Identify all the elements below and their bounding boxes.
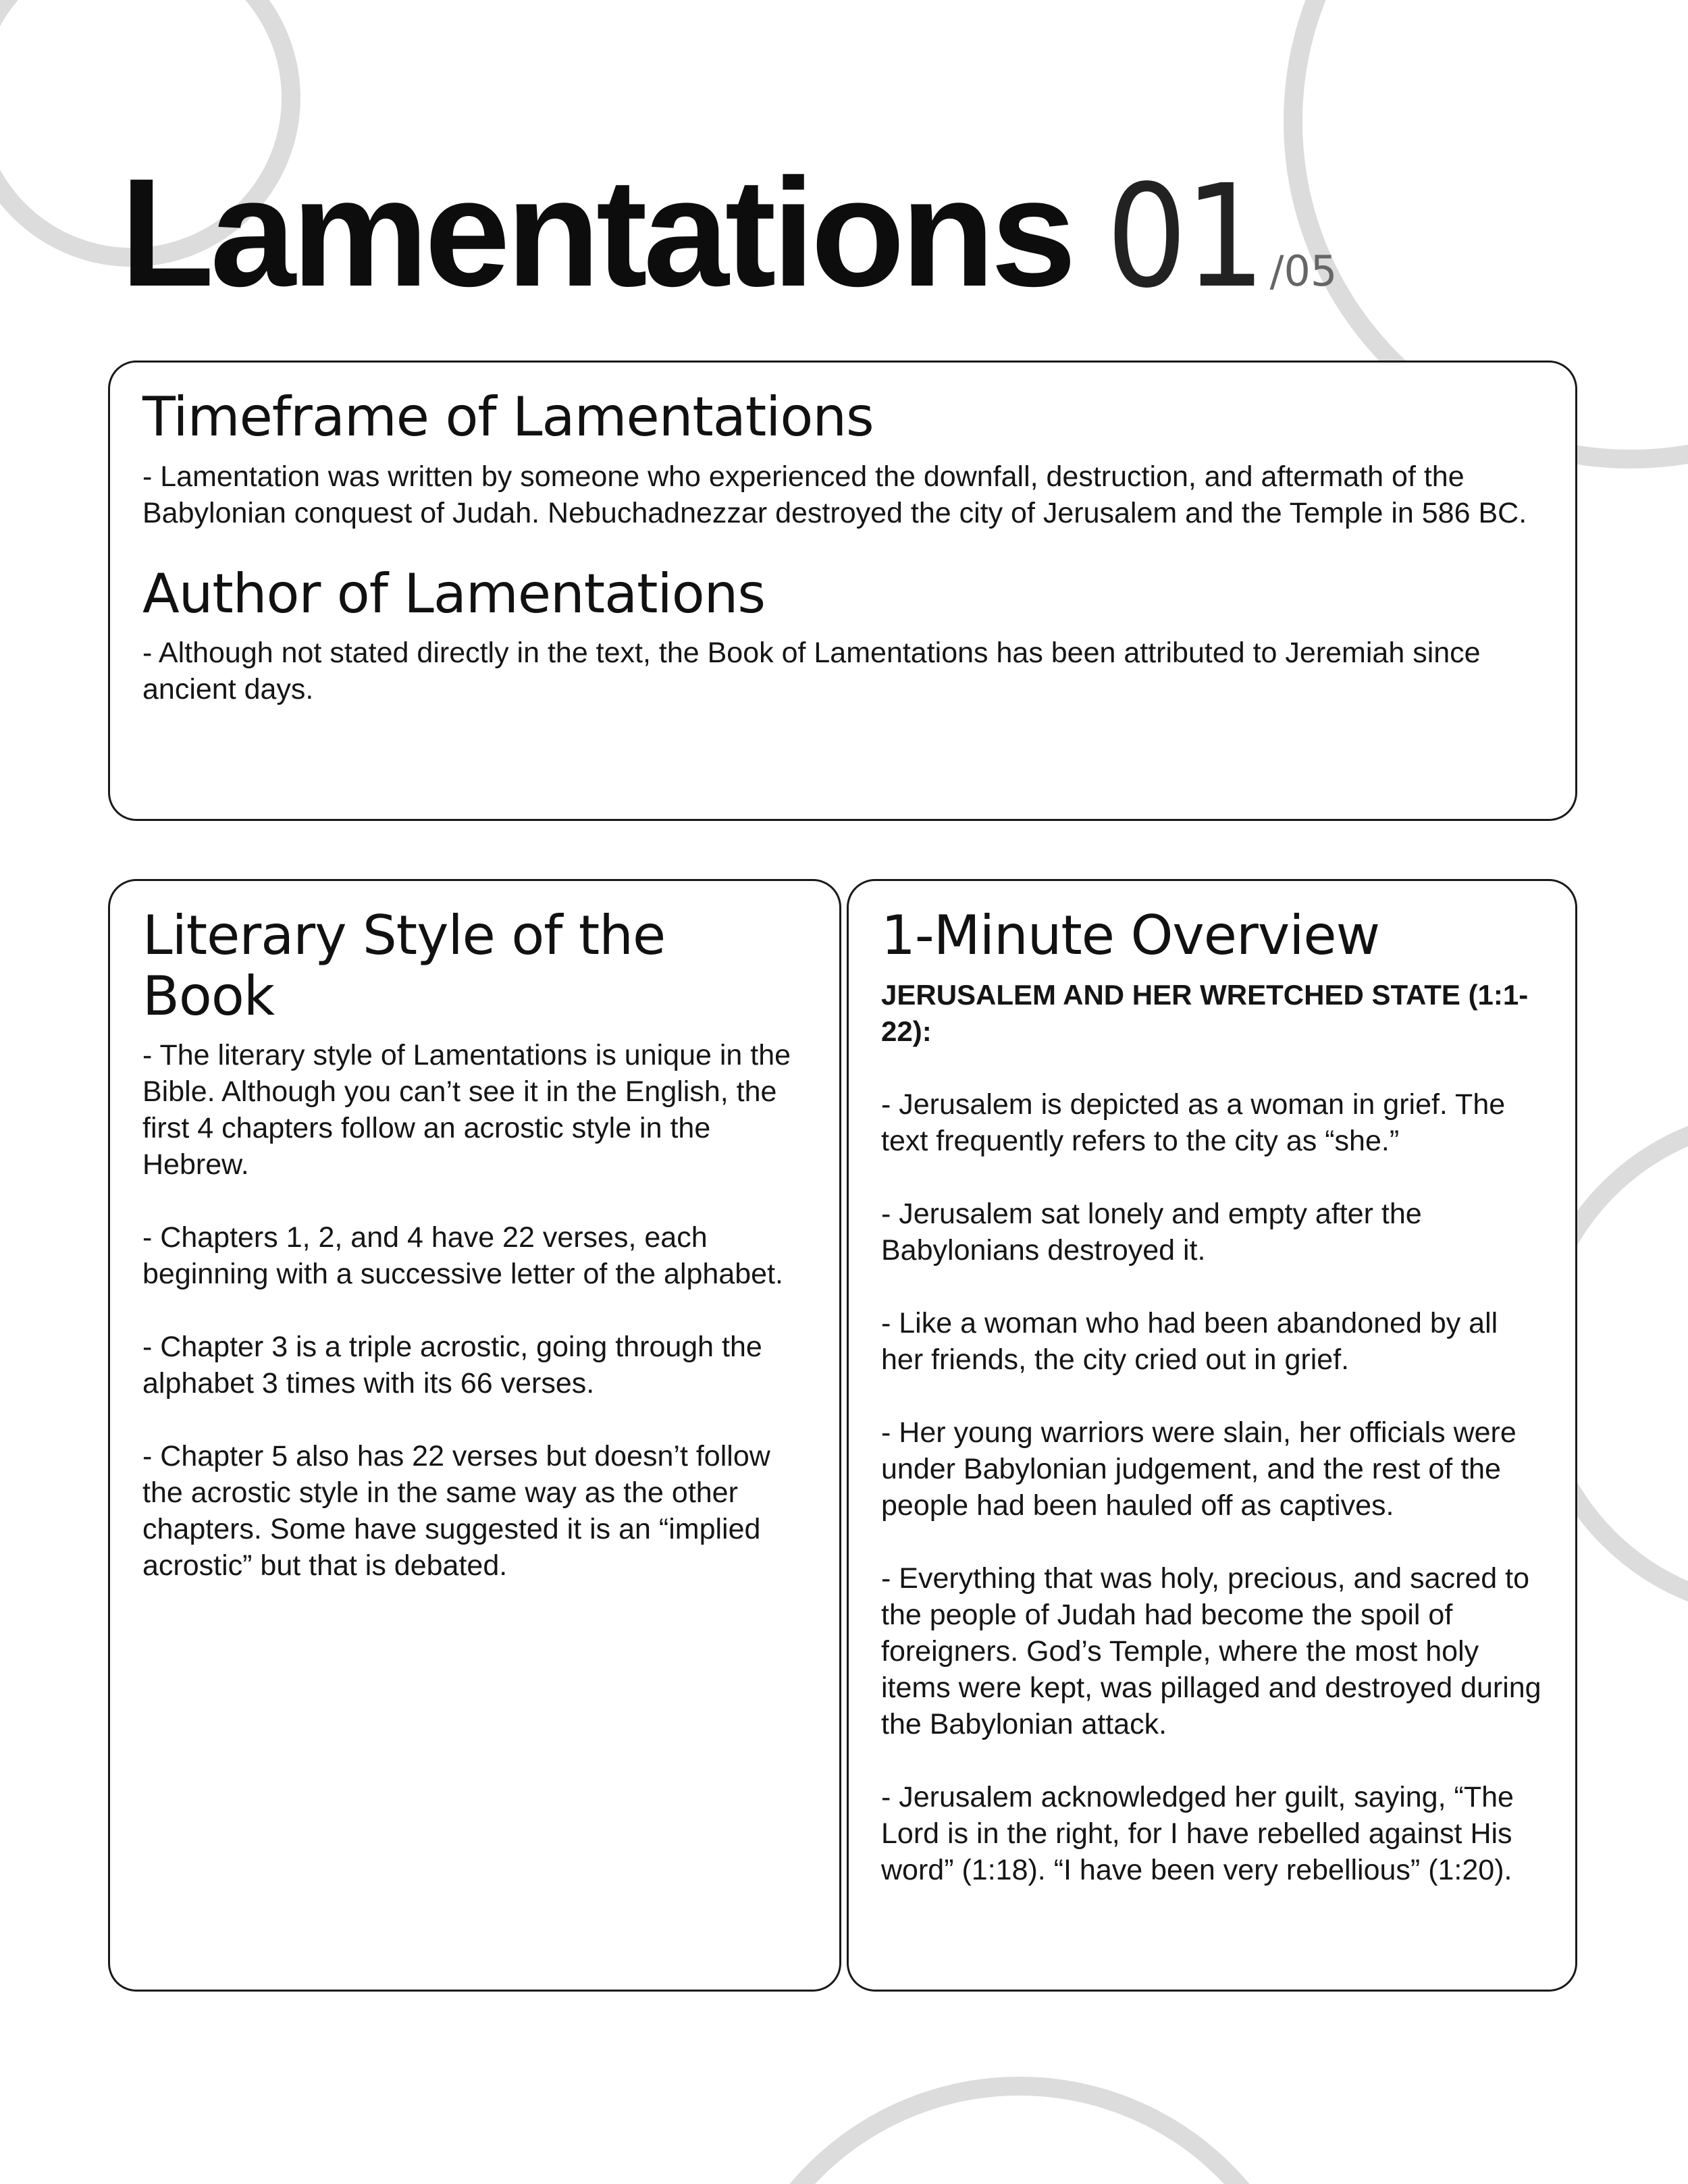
overview-card	[847, 879, 1577, 1992]
timeframe-author-card	[108, 361, 1577, 821]
page-number: 01	[1106, 154, 1263, 319]
literary-style-paragraph: - Chapters 1, 2, and 4 have 22 verses, each beginning with a successive letter of the alphabet.	[142, 1221, 783, 1291]
book-title: Lamentations	[120, 147, 1073, 319]
literary-style-heading: Literary Style of the Book	[142, 904, 666, 1028]
page-total: /05	[1269, 246, 1338, 296]
overview-heading: 1-Minute Overview	[881, 904, 1380, 967]
author-heading: Author of Lamentations	[142, 562, 766, 625]
overview-paragraph: - Jerusalem sat lonely and empty after the Babylonians destroyed it.	[881, 1197, 1422, 1267]
timeframe-text: - Lamentation was written by someone who experienced the downfall, destruction, and aftermath of the Babylonian conquest of Judah. Nebuchadnezzar destroyed the city of Jerusalem and the Temple in 586 BC.	[142, 460, 1527, 529]
literary-style-paragraph: - Chapter 5 also has 22 verses but doesn’t follow the acrostic style in the same way as the other chapters. Some have suggested it is an “implied acrostic” but that is debated.	[142, 1440, 770, 1582]
literary-style-card	[108, 879, 841, 1992]
overview-subheading: JERUSALEM AND HER WRETCHED STATE (1:1-22):	[881, 978, 1529, 1047]
overview-paragraph: - Jerusalem is depicted as a woman in grief. The text frequently refers to the city as “she.”	[881, 1088, 1506, 1157]
section-spacer	[142, 531, 1543, 564]
timeframe-heading: Timeframe of Lamentations	[142, 385, 874, 448]
author-text: - Although not stated directly in the text, the Book of Lamentations has been attributed to Jeremiah since ancient days.	[142, 637, 1481, 706]
paragraph-spacer	[881, 1269, 1543, 1305]
page-title	[120, 145, 1337, 321]
overview-paragraph: - Her young warriors were slain, her officials were under Babylonian judgement, and the rest of the people had been hauled off as captives.	[881, 1416, 1516, 1522]
overview-paragraph: - Everything that was holy, precious, and sacred to the people of Judah had become the spoil of foreigners. God’s Temple, where the most holy items were kept, was pillaged and destroyed during the Babylonian attack.	[881, 1562, 1541, 1740]
literary-style-paragraph: - The literary style of Lamentations is unique in the Bible. Although you can’t see it in the English, the first 4 chapters follow an acrostic style in the Hebrew.	[142, 1039, 791, 1181]
paragraph-spacer	[881, 1742, 1543, 1779]
paragraph-spacer	[142, 1402, 807, 1438]
paragraph-spacer	[881, 1050, 1543, 1086]
literary-style-paragraph: - Chapter 3 is a triple acrostic, going through the alphabet 3 times with its 66 verses.	[142, 1331, 762, 1400]
paragraph-spacer	[142, 1292, 807, 1329]
overview-paragraph: - Jerusalem acknowledged her guilt, saying, “The Lord is in the right, for I have rebelled against His word” (1:18). “I have been very rebellious” (1:20).	[881, 1780, 1514, 1886]
overview-paragraph: - Like a woman who had been abandoned by all her friends, the city cried out in grief.	[881, 1306, 1498, 1376]
paragraph-spacer	[881, 1159, 1543, 1196]
paragraph-spacer	[142, 1183, 807, 1219]
paragraph-spacer	[881, 1524, 1543, 1560]
paragraph-spacer	[881, 1378, 1543, 1414]
